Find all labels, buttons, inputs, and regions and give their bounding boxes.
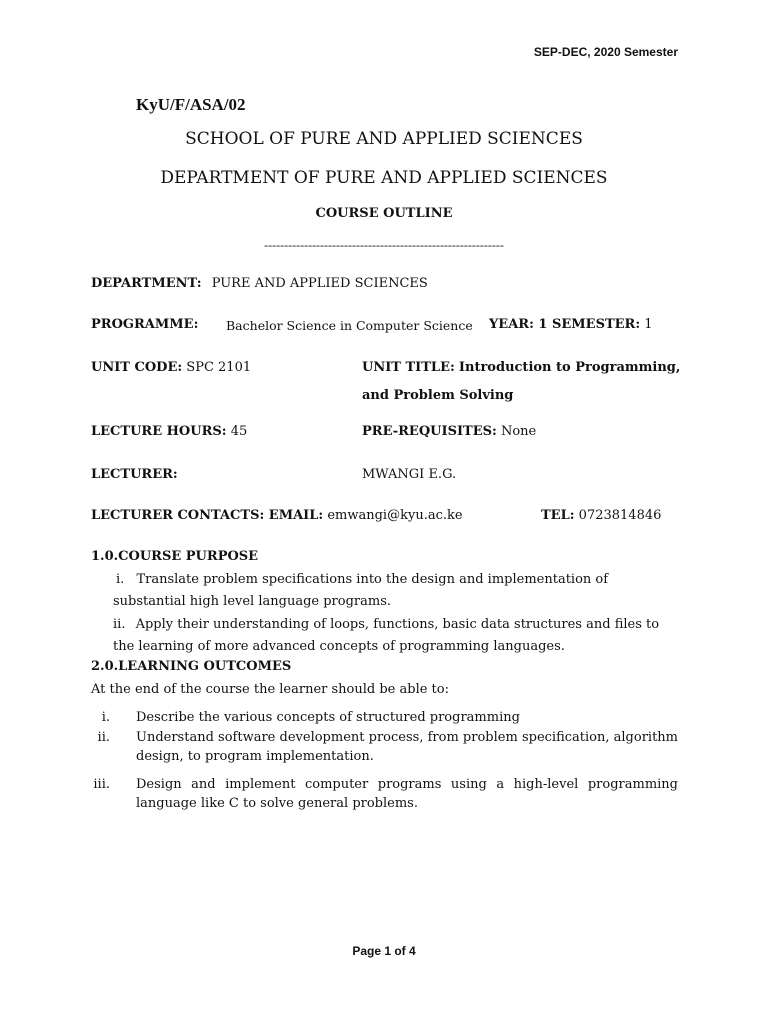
unit-title-label: UNIT TITLE:	[362, 360, 455, 375]
department-row	[91, 276, 428, 291]
telephone	[541, 508, 661, 523]
prerequisites-value: None	[500, 424, 537, 439]
purpose-item-1-number: i.	[116, 572, 125, 587]
lecturer-value: MWANGI E.G.	[362, 467, 457, 482]
contacts-label: LECTURER CONTACTS: EMAIL:	[91, 508, 324, 523]
unit-code-label: UNIT CODE:	[91, 360, 183, 375]
prerequisites-label: PRE-REQUISITES:	[362, 424, 497, 439]
course-purpose-heading: 1.0.COURSE PURPOSE	[91, 549, 259, 564]
department-heading: DEPARTMENT OF PURE AND APPLIED SCIENCES	[160, 168, 608, 188]
document-title: COURSE OUTLINE	[315, 206, 453, 221]
prerequisites	[362, 424, 536, 439]
outcomes-intro: At the end of the course the learner should be able to:	[91, 682, 449, 697]
purpose-item-2-line2: the learning of more advanced concepts of programming languages.	[113, 639, 565, 654]
outcome-item-3	[80, 775, 678, 813]
programme-value: Bachelor Science in Computer Science	[226, 318, 473, 333]
department-value: PURE AND APPLIED SCIENCES	[211, 276, 428, 291]
year-semester-label: YEAR: 1 SEMESTER:	[489, 317, 641, 332]
unit-title-value-line1: Introduction to Programming,	[458, 360, 681, 375]
unit-title	[362, 360, 680, 375]
lecturer-contacts	[91, 508, 463, 523]
lecture-hours-value: 45	[230, 424, 248, 439]
unit-title-value-line2: and Problem Solving	[362, 388, 514, 403]
separator-line: ------------------------------------------------------------	[264, 238, 504, 252]
semester-header: SEP-DEC, 2020 Semester	[533, 45, 678, 59]
unit-code-value: SPC 2101	[186, 360, 252, 375]
programme-row	[91, 317, 198, 332]
purpose-item-1-line2: substantial high level language programs.	[113, 594, 391, 609]
year-semester	[489, 317, 653, 332]
department-label: DEPARTMENT:	[91, 276, 202, 291]
purpose-item-1	[113, 569, 608, 591]
programme-label: PROGRAMME:	[91, 317, 199, 332]
outcome-item-3-number: iii.	[93, 777, 110, 792]
outcome-item-1	[80, 708, 680, 727]
tel-label: TEL:	[541, 508, 575, 523]
lecture-hours	[91, 424, 247, 439]
email-value: emwangi@kyu.ac.ke	[327, 508, 463, 523]
lecture-hours-label: LECTURE HOURS:	[91, 424, 227, 439]
purpose-item-2-number: ii.	[113, 617, 126, 632]
outcome-item-3-text: Design and implement computer programs using a high-level programming language like C to solve general problems.	[136, 777, 678, 811]
outcome-item-1-number: i.	[101, 710, 110, 725]
outcome-item-1-text: Describe the various concepts of structured programming	[136, 710, 520, 725]
purpose-item-2	[113, 614, 659, 636]
school-heading: SCHOOL OF PURE AND APPLIED SCIENCES	[185, 129, 583, 149]
lecturer-label: LECTURER:	[91, 467, 178, 482]
purpose-item-1-line1: Translate problem specifications into the design and implementation of	[136, 572, 609, 587]
outcome-item-2-number: ii.	[97, 730, 110, 745]
outcome-item-2-text: Understand software development process, from problem specification, algorithm design, to program implementation.	[136, 730, 678, 764]
tel-value: 0723814846	[578, 508, 662, 523]
learning-outcomes-heading: 2.0.LEARNING OUTCOMES	[91, 659, 292, 674]
document-code: KyU/F/ASA/02	[136, 95, 246, 114]
outcome-item-2	[80, 728, 678, 766]
semester-value: 1	[644, 317, 653, 332]
purpose-item-2-line1: Apply their understanding of loops, functions, basic data structures and files to	[135, 617, 660, 632]
unit-code	[91, 360, 251, 375]
page-number: Page 1 of 4	[352, 944, 416, 958]
